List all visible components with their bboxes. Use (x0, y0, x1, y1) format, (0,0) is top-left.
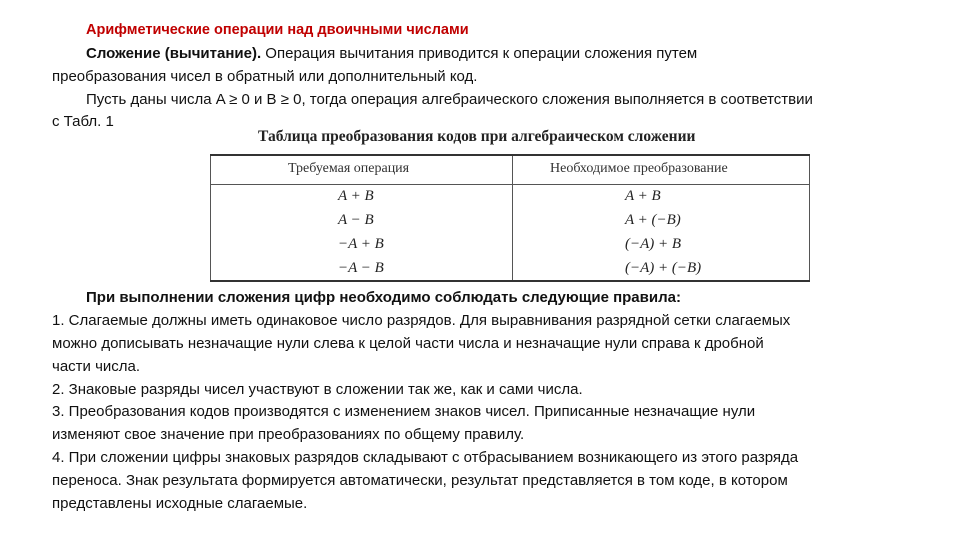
rules-line: можно дописывать незначащие нули слева к целой части числа и незначащие нули справа к дробной (52, 335, 764, 352)
table-header-conversion: Необходимое преобразование (550, 161, 728, 176)
intro-line-1 (86, 44, 697, 64)
table-cell-operation: A + B (338, 188, 374, 204)
rules-line: изменяют свое значение при преобразованиях по общему правилу. (52, 426, 525, 443)
table-cell-operation: A − B (338, 212, 374, 228)
table-border-left (210, 156, 211, 280)
section-heading: Арифметические операции над двоичными числами (86, 22, 469, 38)
table-header-operation: Требуемая операция (288, 161, 410, 176)
intro-line-3: Пусть даны числа A ≥ 0 и B ≥ 0, тогда операция алгебраического сложения выполняется в соответствии (86, 91, 813, 108)
table-cell-operation: −A + B (338, 236, 384, 252)
rules-line: 2. Знаковые разряды чисел участвуют в сложении так же, как и сами числа. (52, 381, 583, 398)
rules-heading (86, 288, 681, 308)
table-cell-conversion: (−A) + (−B) (625, 260, 702, 276)
rules-line: 3. Преобразования кодов производятся с изменением знаков чисел. Приписанные незначащие нули (52, 403, 756, 420)
rules-line: части числа. (52, 358, 141, 375)
table-cell-conversion: (−A) + B (625, 236, 682, 252)
rules-line: переноса. Знак результата формируется автоматически, результат представляется в том коде, в котором (52, 472, 788, 489)
intro-line-2: преобразования чисел в обратный или дополнительный код. (52, 68, 478, 85)
rules-line: 1. Слагаемые должны иметь одинаковое число разрядов. Для выравнивания разрядной сетки слагаемых (52, 312, 791, 329)
rules-heading-text: При выполнении сложения цифр необходимо соблюдать следующие правила: (86, 289, 681, 306)
table-column-divider (512, 156, 513, 280)
table-cell-operation: −A − B (338, 260, 384, 276)
table-title: Таблица преобразования кодов при алгебраическом сложении (258, 128, 696, 145)
intro-line-4: с Табл. 1 (52, 113, 114, 130)
table-cell-conversion: A + B (625, 188, 661, 204)
intro-line-1-text: Операция вычитания приводится к операции сложения путем (261, 45, 698, 62)
intro-label: Сложение (вычитание). (86, 45, 262, 62)
rules-line: 4. При сложении цифры знаковых разрядов складывают с отбрасыванием возникающего из этого разряда (52, 449, 799, 466)
table-border-right (809, 156, 810, 280)
conversion-table (210, 154, 810, 282)
rules-line: представлены исходные слагаемые. (52, 495, 308, 512)
table-cell-conversion: A + (−B) (625, 212, 681, 228)
table-header-divider (210, 184, 810, 185)
